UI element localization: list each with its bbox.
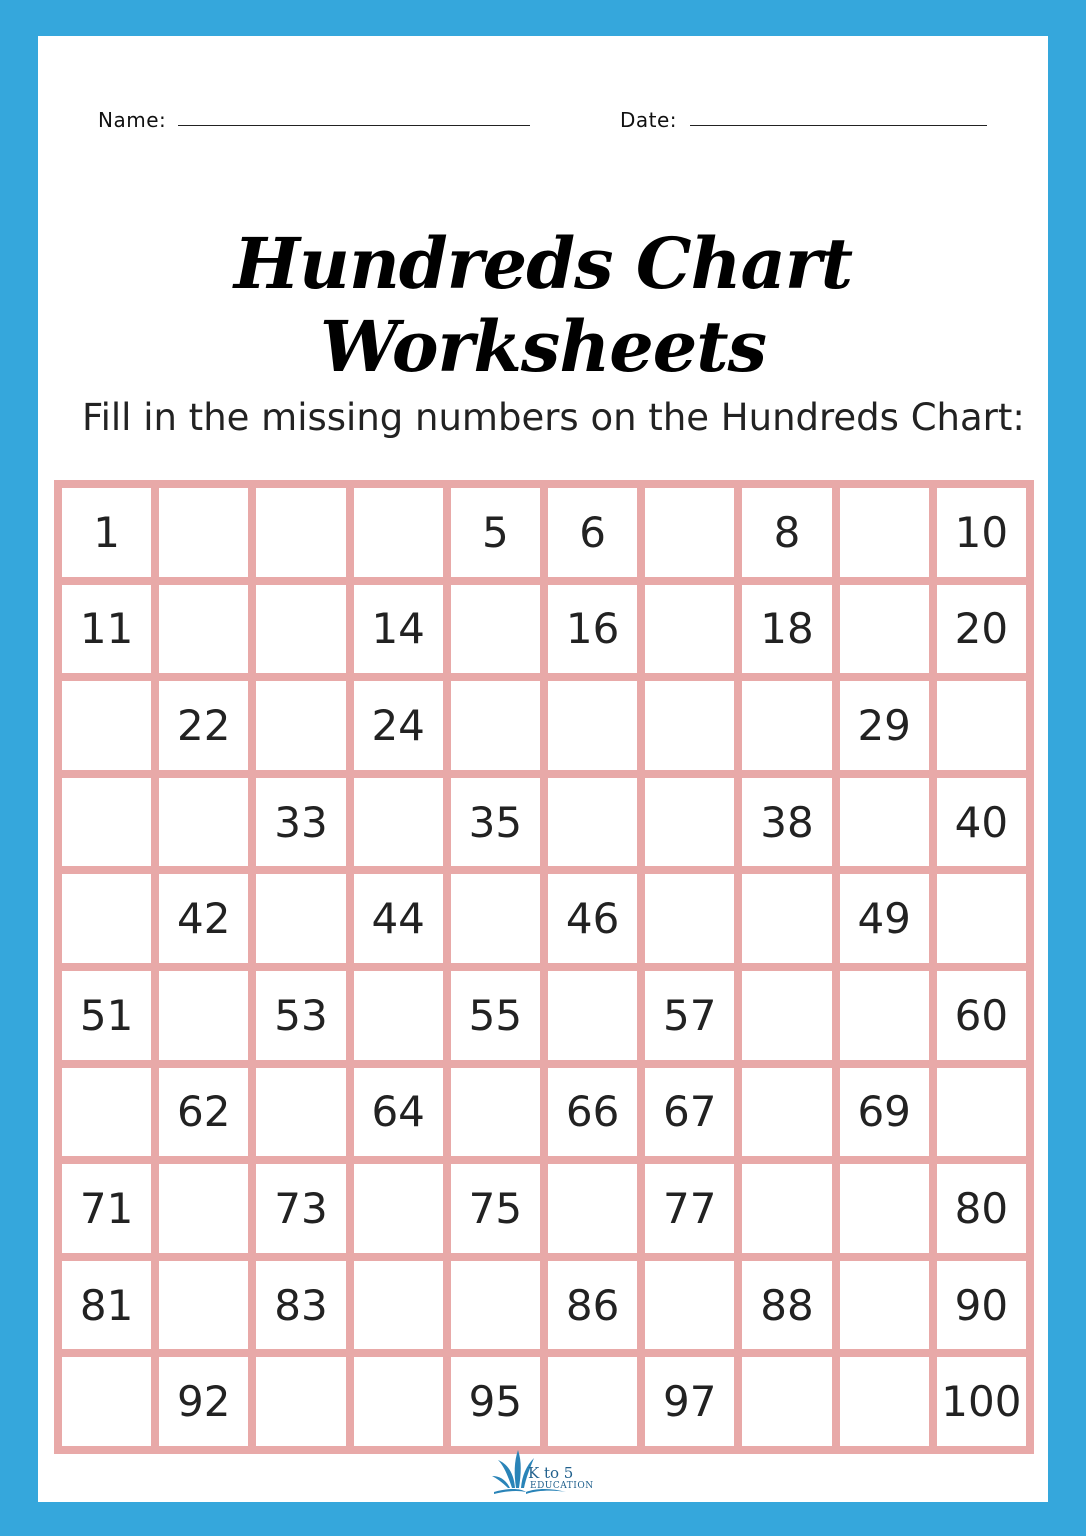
chart-cell-number: 14 [354,585,443,674]
chart-cell-number: 57 [645,971,734,1060]
chart-cell-blank[interactable] [354,488,443,577]
chart-cell-blank[interactable] [62,874,151,963]
chart-cell-blank[interactable] [645,1261,734,1350]
chart-cell-blank[interactable] [645,874,734,963]
chart-cell-number: 35 [451,778,540,867]
chart-cell-number: 75 [451,1164,540,1253]
chart-cell-number: 64 [354,1068,443,1157]
chart-cell-blank[interactable] [840,778,929,867]
chart-cell-blank[interactable] [159,1261,248,1350]
chart-cell-blank[interactable] [937,681,1026,770]
chart-cell-number: 83 [256,1261,345,1350]
chart-cell-blank[interactable] [645,778,734,867]
instruction-text: Fill in the missing numbers on the Hundreds Chart: [82,396,1025,439]
chart-cell-blank[interactable] [840,585,929,674]
page-title: Hundreds Chart Worksheets [233,222,853,388]
chart-cell-number: 10 [937,488,1026,577]
chart-cell-blank[interactable] [742,1068,831,1157]
chart-cell-number: 44 [354,874,443,963]
chart-cell-blank[interactable] [451,874,540,963]
chart-cell-blank[interactable] [937,874,1026,963]
chart-cell-number: 22 [159,681,248,770]
chart-cell-blank[interactable] [645,585,734,674]
chart-cell-number: 60 [937,971,1026,1060]
chart-cell-blank[interactable] [645,681,734,770]
chart-cell-blank[interactable] [742,971,831,1060]
chart-cell-number: 24 [354,681,443,770]
chart-cell-number: 71 [62,1164,151,1253]
chart-cell-number: 86 [548,1261,637,1350]
chart-cell-blank[interactable] [256,1357,345,1446]
chart-cell-number: 18 [742,585,831,674]
chart-cell-number: 1 [62,488,151,577]
chart-cell-number: 40 [937,778,1026,867]
chart-cell-number: 51 [62,971,151,1060]
chart-cell-blank[interactable] [742,1164,831,1253]
chart-cell-number: 42 [159,874,248,963]
chart-cell-blank[interactable] [840,971,929,1060]
chart-cell-blank[interactable] [62,1357,151,1446]
chart-cell-number: 46 [548,874,637,963]
chart-cell-blank[interactable] [548,1357,637,1446]
chart-cell-number: 92 [159,1357,248,1446]
chart-cell-blank[interactable] [645,488,734,577]
chart-cell-blank[interactable] [354,1164,443,1253]
chart-cell-number: 16 [548,585,637,674]
name-field[interactable] [178,125,530,126]
chart-cell-blank[interactable] [62,681,151,770]
chart-cell-blank[interactable] [840,1164,929,1253]
chart-cell-blank[interactable] [159,778,248,867]
chart-cell-number: 80 [937,1164,1026,1253]
chart-cell-number: 90 [937,1261,1026,1350]
chart-cell-number: 8 [742,488,831,577]
chart-cell-number: 67 [645,1068,734,1157]
date-label: Date: [620,108,678,132]
chart-cell-blank[interactable] [256,585,345,674]
chart-cell-blank[interactable] [548,971,637,1060]
chart-cell-number: 11 [62,585,151,674]
chart-cell-number: 33 [256,778,345,867]
hundreds-chart-grid [54,480,1034,1454]
chart-cell-blank[interactable] [354,971,443,1060]
chart-cell-blank[interactable] [354,778,443,867]
chart-cell-number: 6 [548,488,637,577]
chart-cell-number: 5 [451,488,540,577]
chart-cell-blank[interactable] [62,1068,151,1157]
chart-cell-blank[interactable] [256,681,345,770]
chart-cell-blank[interactable] [548,778,637,867]
chart-cell-number: 100 [937,1357,1026,1446]
chart-cell-number: 38 [742,778,831,867]
chart-cell-blank[interactable] [256,488,345,577]
chart-cell-blank[interactable] [62,778,151,867]
chart-cell-number: 69 [840,1068,929,1157]
chart-cell-blank[interactable] [840,488,929,577]
chart-cell-number: 29 [840,681,929,770]
chart-cell-number: 66 [548,1068,637,1157]
chart-cell-blank[interactable] [742,874,831,963]
chart-cell-blank[interactable] [159,585,248,674]
chart-cell-blank[interactable] [548,681,637,770]
chart-cell-number: 88 [742,1261,831,1350]
chart-cell-blank[interactable] [159,488,248,577]
date-field[interactable] [690,125,987,126]
chart-cell-blank[interactable] [548,1164,637,1253]
chart-cell-number: 53 [256,971,345,1060]
chart-cell-blank[interactable] [451,681,540,770]
logo-text: K to 5 [528,1464,574,1482]
chart-cell-number: 73 [256,1164,345,1253]
chart-cell-number: 62 [159,1068,248,1157]
name-label: Name: [98,108,167,132]
chart-cell-blank[interactable] [742,1357,831,1446]
chart-cell-blank[interactable] [159,971,248,1060]
chart-cell-blank[interactable] [840,1261,929,1350]
chart-cell-number: 55 [451,971,540,1060]
chart-cell-blank[interactable] [742,681,831,770]
chart-cell-number: 77 [645,1164,734,1253]
chart-cell-number: 49 [840,874,929,963]
chart-cell-blank[interactable] [159,1164,248,1253]
chart-cell-blank[interactable] [840,1357,929,1446]
chart-cell-blank[interactable] [451,1261,540,1350]
chart-cell-blank[interactable] [937,1068,1026,1157]
chart-cell-number: 20 [937,585,1026,674]
chart-cell-number: 97 [645,1357,734,1446]
chart-cell-blank[interactable] [451,585,540,674]
chart-cell-number: 81 [62,1261,151,1350]
chart-cell-blank[interactable] [354,1357,443,1446]
chart-cell-number: 95 [451,1357,540,1446]
chart-cell-blank[interactable] [354,1261,443,1350]
chart-cell-blank[interactable] [256,1068,345,1157]
chart-cell-blank[interactable] [451,1068,540,1157]
logo-subtext: EDUCATION [530,1481,594,1491]
chart-cell-blank[interactable] [256,874,345,963]
